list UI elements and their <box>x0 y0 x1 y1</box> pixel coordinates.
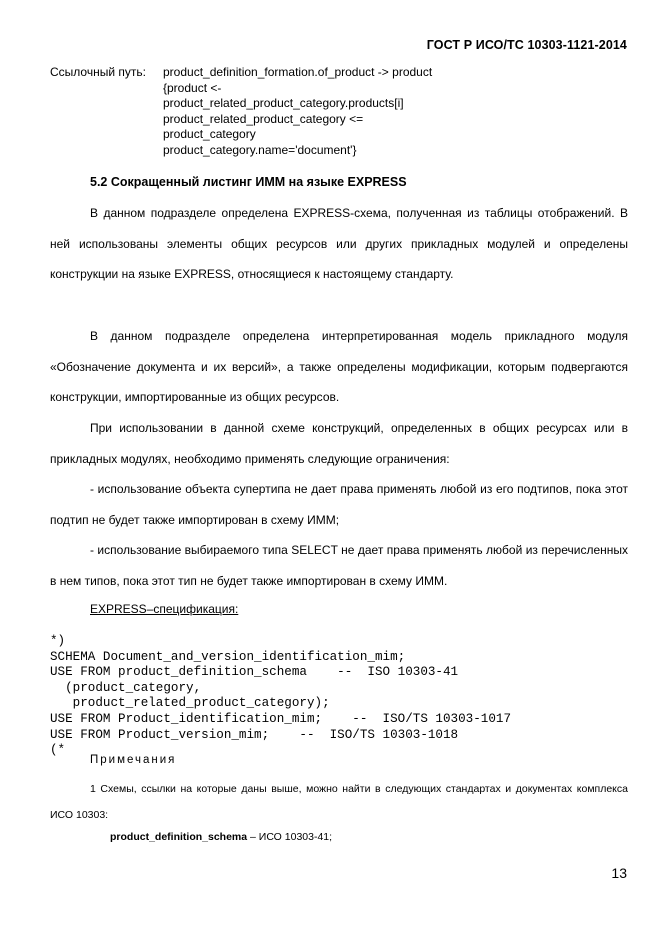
reference-path-line: product_definition_formation.of_product -> product <box>163 65 433 79</box>
reference-path-line: product_category <box>163 127 256 141</box>
paragraph-text: В данном подразделе определена интерпретированная модель прикладного модуля «Обозначение документа и их версий», а также определены модификации, которым подвергаются конструкции, импортированные из общих ресурсов. <box>50 329 628 405</box>
restriction-text: - использование объекта супертипа не дает права применять любой из его подтипов, пока этот подтип не будет также импортирован в схему ИММ; <box>50 482 628 527</box>
note-text-body: 1 Схемы, ссылки на которые даны выше, можно найти в следующих стандартах и документах комплекса ИСО 10303: <box>50 783 628 821</box>
reference-path-lines <box>163 65 432 158</box>
reference-path-line: product_related_product_category <= <box>163 111 364 126</box>
restriction-item-1 <box>50 474 628 535</box>
paragraph-text: В данном подразделе определена EXPRESS-схема, полученная из таблицы отображений. В ней использованы элементы общих ресурсов или других прикладных модулей и определены конструкции на языке EXPRESS, относящиеся к настоящему стандарту. <box>50 206 628 282</box>
paragraph-1 <box>50 198 628 290</box>
paragraph-text: При использовании в данной схеме конструкций, определенных в общих ресурсах или в прикладных модулях, необходимо применять следующие ограничения: <box>50 421 628 466</box>
paragraph-3 <box>50 413 628 474</box>
reference-path-line: {product <- <box>163 80 222 95</box>
reference-path-line: product_related_product_category.products[i] <box>163 96 404 110</box>
document-header: ГОСТ Р ИСО/ТС 10303-1121-2014 <box>426 38 627 52</box>
express-code-block: *) SCHEMA Document_and_version_identification_mim; USE FROM product_definition_schema -- ISO 10303-41 (product_category, product_related_product_category); USE FROM Product_identification_mim; -- ISO/TS 10303-1017 USE FROM Product_version_mim; -- ISO/TS 10303-1018 (* <box>50 634 512 758</box>
reference-path-line: product_category.name='document'} <box>163 142 357 157</box>
section-title: 5.2 Сокращенный листинг ИММ на языке EXPRESS <box>90 175 407 189</box>
express-spec-title: EXPRESS–спецификация: <box>90 602 239 616</box>
note-reference-standard: – ИСО 10303-41; <box>247 831 333 843</box>
restriction-text: - использование выбираемого типа SELECT не дает права применять любой из перечисленных в нем типов, пока этот тип не будет также импортирован в схему ИММ. <box>50 543 628 588</box>
note-text <box>50 776 628 828</box>
note-reference-schema: product_definition_schema <box>110 831 248 843</box>
page-number: 13 <box>611 865 627 881</box>
reference-path-label: Ссылочный путь: <box>50 65 146 79</box>
restriction-item-2 <box>50 535 628 596</box>
notes-title: Примечания <box>90 754 177 766</box>
note-reference <box>110 831 332 843</box>
paragraph-2 <box>50 321 628 413</box>
